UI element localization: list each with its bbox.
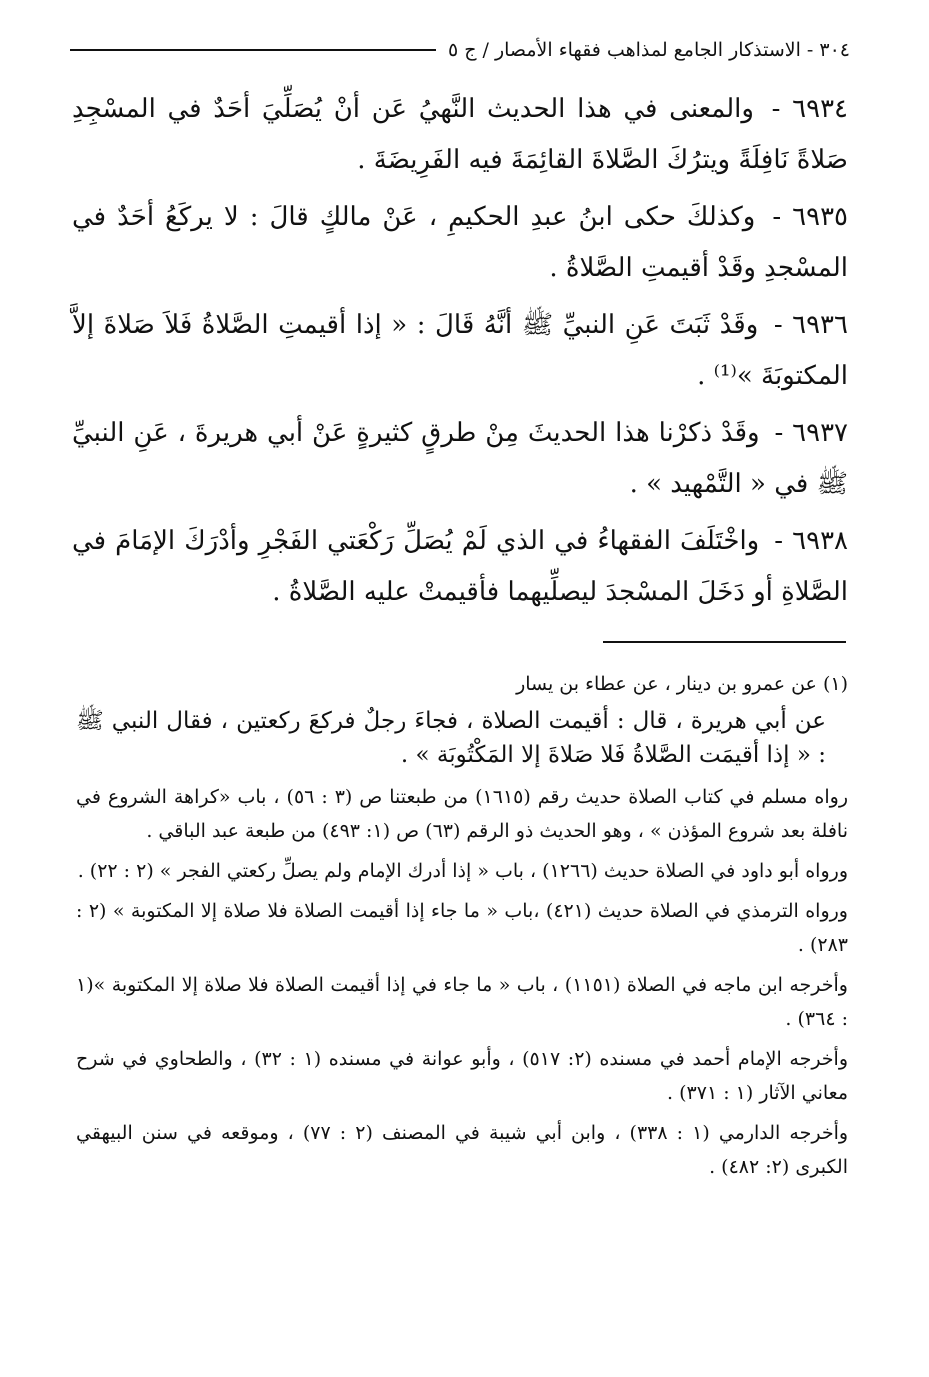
running-header [70, 30, 850, 70]
header-rule [70, 49, 436, 51]
paragraph-number: ٦٩٣٨ - [774, 526, 848, 556]
paragraph-text: وقَدْ ذكرْنا هذا الحديثَ مِنْ طرقٍ كثيرةٍ عَنْ أبي هريرةَ ، عَنِ النبيِّ ﷺ في « التَّمْهيد » . [72, 418, 848, 499]
footnote-source-abu-dawud: ورواه أبو داود في الصلاة حديث (١٢٦٦) ، باب « إذا أدرك الإمام ولم يصلِّ ركعتي الفجر » (٢ : ٢٢) . [77, 860, 848, 882]
footnote-hadith: عن أبي هريرة ، قال : أقيمت الصلاة ، فجاءَ رجلٌ فركعَ ركعتين ، فقال النبي ﷺ : « إذا أقيمَت الصَّلاةُ فَلا صَلاةَ إلا المَكْتُوبَة » . [76, 708, 826, 768]
paragraph-text: والمعنى في هذا الحديث النَّهيُ عَن أنْ يُصَلِّيَ أحَدٌ في المسْجِدِ صَلاةً نَافِلَةً ويترُكَ الصَّلاةَ القائِمَةَ فيه الفَرِيضَةَ . [72, 94, 848, 175]
running-title: ٣٠٤ - الاستذكار الجامع لمذاهب فقهاء الأمصار / ج ٥ [447, 39, 850, 61]
paragraph-6938 [72, 516, 848, 618]
footnote-marker: (١) [822, 673, 848, 695]
footnote-isnad: عن عمرو بن دينار ، عن عطاء بن يسار [516, 673, 817, 695]
paragraph-text: وكذلكَ حكى ابنُ عبدِ الحكيمِ ، عَنْ مالكٍ قالَ : لا يركَعُ أحَدٌ في المسْجدِ وقَدْ أقيمتِ الصَّلاةُ . [72, 202, 848, 283]
paragraph-number: ٦٩٣٤ - [771, 94, 848, 124]
paragraph-6937 [72, 408, 848, 510]
paragraph-6936 [72, 300, 848, 402]
footnote-isnad-line [76, 668, 848, 700]
footnotes [76, 668, 848, 1184]
paragraph-number: ٦٩٣٧ - [774, 418, 848, 448]
paragraph-number: ٦٩٣٥ - [772, 202, 849, 232]
paragraph-text: واخْتَلَفَ الفقهاءُ في الذي لَمْ يُصَلِّ رَكْعَتي الفَجْرِ وأدْرَكَ الإمَامَ في الصَّلاةِ أو دَخَلَ المسْجدَ ليصلِّيهما فأقيمتْ عليه الصَّلاةُ . [72, 526, 848, 607]
paragraph-text: وقَدْ ثَبَتَ عَنِ النبيِّ ﷺ أنَّهُ قَالَ : « إذا أقيمتِ الصَّلاةُ فَلاَ صَلاةَ إلاَّ المكتوبَةَ »⁽¹⁾ . [72, 310, 848, 391]
paragraph-6934 [72, 84, 848, 186]
footnote-separator [603, 641, 846, 643]
footnote-source-darimi: وأخرجه الدارمي (١ : ٣٣٨) ، وابن أبي شيبة في المصنف (٢ : ٧٧) ، وموقعه في سنن البيهقي الكبرى (٢: ٤٨٢) . [76, 1122, 849, 1178]
footnote-source-ahmad: وأخرجه الإمام أحمد في مسنده (٢: ٥١٧) ، وأبو عوانة في مسنده (١ : ٣٢) ، والطحاوي في شرح معاني الآثار (١ : ٣٧١) . [76, 1048, 848, 1104]
main-text [72, 84, 848, 624]
footnote-source-ibn-majah: وأخرجه ابن ماجه في الصلاة (١١٥١) ، باب « ما جاء في إذا أقيمت الصلاة فلا صلاة إلا المكتوبة »(١ : ٣٦٤) . [76, 974, 848, 1030]
footnote-source-tirmidhi: ورواه الترمذي في الصلاة حديث (٤٢١) ،باب « ما جاء إذا أقيمت الصلاة فلا صلاة إلا المكتوبة » (٢ : ٢٨٣) . [76, 900, 848, 956]
paragraph-number: ٦٩٣٦ - [773, 310, 848, 340]
paragraph-6935 [72, 192, 848, 294]
footnote-source-muslim: رواه مسلم في كتاب الصلاة حديث رقم (١٦١٥) من طبعتنا ص (٣ : ٥٦) ، باب «كراهة الشروع في نافلة بعد شروع المؤذن » ، وهو الحديث ذو الرقم (٦٣) ص (١: ٤٩٣) من طبعة عبد الباقي . [76, 786, 848, 842]
